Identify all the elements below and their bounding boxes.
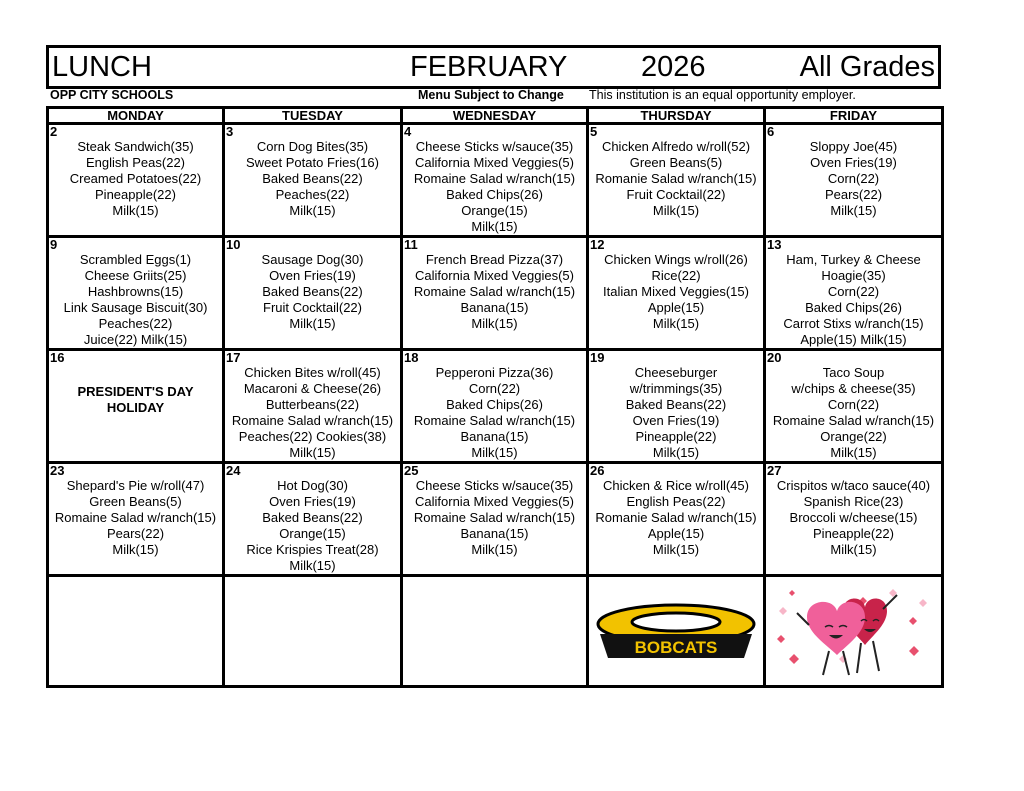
day-number: 6 [767, 124, 775, 139]
menu-item: Taco Soup [822, 365, 885, 380]
logo-cell [588, 576, 765, 687]
week-row [48, 350, 943, 463]
day-number: 24 [226, 463, 241, 478]
menu-item: Baked Beans(22) [262, 171, 363, 186]
menu-item: Romaine Salad w/ranch(15) [772, 413, 935, 428]
valentine-cell [765, 576, 943, 687]
menu-item: Chicken Alfredo w/roll(52) [601, 139, 751, 154]
week-row [48, 124, 943, 237]
day-cell [224, 463, 402, 576]
menu-item: Butterbeans(22) [265, 397, 360, 412]
menu-item: French Bread Pizza(37) [425, 252, 564, 267]
empty-cell [224, 576, 402, 687]
grades-title: All Grades [799, 51, 935, 83]
menu-item: Chicken Bites w/roll(45) [244, 365, 381, 380]
menu-item: California Mixed Veggies(5) [415, 155, 574, 170]
day-cell [402, 237, 588, 350]
menu-item: Cheese Sticks w/sauce(35) [415, 139, 574, 154]
menu-item: Orange(22) [820, 429, 887, 444]
menu-item: Cheeseburger [634, 365, 718, 380]
year-title: 2026 [641, 51, 706, 83]
day-cell [588, 350, 765, 463]
menu-item: California Mixed Veggies(5) [415, 494, 574, 509]
menu-item: Fruit Cocktail(22) [263, 300, 362, 315]
day-cell [48, 350, 224, 463]
menu-item: Sausage Dog(30) [261, 252, 364, 267]
week-row-blank [48, 576, 943, 687]
menu-item: Rice Krispies Treat(28) [246, 542, 379, 557]
menu-item: Corn(22) [827, 171, 880, 186]
day-cell [402, 350, 588, 463]
month-title: FEBRUARY [410, 51, 568, 83]
menu-item: Broccoli w/cheese(15) [789, 510, 918, 525]
weekday-thursday: THURSDAY [588, 108, 765, 124]
bobcats-logo-icon [594, 600, 759, 662]
menu-item: English Peas(22) [626, 494, 726, 509]
day-number: 13 [767, 237, 782, 252]
menu-item: Pears(22) [106, 526, 165, 541]
menu-item: Oven Fries(19) [269, 268, 356, 283]
menu-item: Banana(15) [460, 429, 529, 444]
day-cell [765, 237, 943, 350]
menu-item: Ham, Turkey & Cheese [786, 252, 921, 267]
day-number: 25 [404, 463, 419, 478]
menu-disclaimer: Menu Subject to Change [418, 88, 564, 102]
day-number: 18 [404, 350, 419, 365]
menu-item: Hashbrowns(15) [87, 284, 184, 299]
day-cell [765, 124, 943, 237]
day-cell [48, 463, 224, 576]
menu-item: Juice(22) Milk(15) [83, 332, 188, 347]
menu-item: Milk(15) [830, 542, 877, 557]
menu-item: Milk(15) [830, 445, 877, 460]
meal-title: LUNCH [52, 51, 152, 83]
menu-item: Milk(15) [112, 203, 159, 218]
week-row [48, 237, 943, 350]
day-cell [224, 124, 402, 237]
menu-items [403, 238, 586, 332]
menu-item: Apple(15) [647, 526, 705, 541]
menu-item: w/trimmings(35) [629, 381, 723, 396]
menu-items [225, 351, 400, 461]
menu-item: Romaine Salad w/ranch(15) [413, 510, 576, 525]
weekday-friday: FRIDAY [765, 108, 943, 124]
menu-item: Pineapple(22) [95, 187, 176, 202]
menu-item: Milk(15) [471, 316, 518, 331]
smiling-hearts-icon [769, 581, 939, 681]
menu-items [225, 125, 400, 219]
menu-items [766, 464, 941, 558]
menu-items [49, 125, 222, 219]
menu-item: w/chips & cheese(35) [791, 381, 916, 396]
menu-item: Cheese Sticks w/sauce(35) [415, 478, 574, 493]
menu-item: Macaroni & Cheese(26) [243, 381, 382, 396]
menu-item: Rice(22) [651, 268, 701, 283]
menu-items [589, 351, 763, 461]
menu-item: Corn(22) [468, 381, 521, 396]
menu-item: Romaine Salad w/ranch(15) [413, 413, 576, 428]
menu-item: Oven Fries(19) [632, 413, 720, 428]
svg-text:BOBCATS: BOBCATS [634, 638, 717, 657]
menu-items [49, 464, 222, 558]
menu-item: Milk(15) [652, 542, 700, 557]
menu-item: Steak Sandwich(35) [77, 139, 194, 154]
menu-item: Green Beans(5) [629, 155, 723, 170]
day-cell [224, 237, 402, 350]
day-number: 9 [50, 237, 58, 252]
menu-item: Hoagie(35) [821, 268, 886, 283]
menu-item: Sweet Potato Fries(16) [246, 155, 379, 170]
menu-item: Spanish Rice(23) [803, 494, 904, 509]
menu-item: Baked Chips(26) [805, 300, 902, 315]
menu-items [589, 238, 763, 332]
day-number: 26 [590, 463, 605, 478]
menu-item: Baked Beans(22) [262, 510, 363, 525]
day-number: 17 [226, 350, 241, 365]
day-number: 23 [50, 463, 65, 478]
menu-item: Corn(22) [827, 284, 880, 299]
menu-item: Corn Dog Bites(35) [256, 139, 369, 154]
menu-item: Chicken Wings w/roll(26) [604, 252, 748, 267]
day-number: 19 [590, 350, 605, 365]
menu-item: Milk(15) [471, 445, 518, 460]
menu-items [225, 464, 400, 574]
menu-item: Baked Beans(22) [625, 397, 727, 412]
menu-item: Milk(15) [289, 445, 336, 460]
menu-item: Pineapple(22) [635, 429, 717, 444]
menu-item: Milk(15) [652, 203, 700, 218]
day-number: 20 [767, 350, 782, 365]
menu-items [589, 125, 763, 219]
menu-item: Milk(15) [289, 316, 336, 331]
menu-item: Romaine Salad w/ranch(15) [231, 413, 394, 428]
weekday-wednesday: WEDNESDAY [402, 108, 588, 124]
menu-item: Milk(15) [289, 203, 336, 218]
menu-item: Apple(15) Milk(15) [800, 332, 907, 347]
day-number: 10 [226, 237, 241, 252]
menu-items [403, 125, 586, 235]
day-number: 5 [590, 124, 598, 139]
menu-item: Milk(15) [112, 542, 159, 557]
menu-item: Crispitos w/taco sauce(40) [776, 478, 931, 493]
equal-opportunity-note: This institution is an equal opportunity employer. [589, 88, 856, 102]
menu-item: Baked Chips(26) [446, 397, 543, 412]
day-number: 27 [767, 463, 782, 478]
menu-item: Link Sausage Biscuit(30) [63, 300, 208, 315]
menu-item: Apple(15) [647, 300, 705, 315]
menu-item: Carrot Stixs w/ranch(15) [783, 316, 924, 331]
empty-cell [402, 576, 588, 687]
menu-item: California Mixed Veggies(5) [415, 268, 574, 283]
menu-item: Green Beans(5) [89, 494, 182, 509]
menu-item: Milk(15) [830, 203, 877, 218]
day-cell [402, 463, 588, 576]
menu-item: Chicken & Rice w/roll(45) [603, 478, 749, 493]
day-number: 11 [404, 237, 418, 252]
day-cell [588, 124, 765, 237]
day-cell [48, 124, 224, 237]
menu-item: Baked Beans(22) [262, 284, 363, 299]
day-cell [402, 124, 588, 237]
weekday-tuesday: TUESDAY [224, 108, 402, 124]
menu-item: Banana(15) [460, 300, 529, 315]
menu-item: Peaches(22) Cookies(38) [238, 429, 387, 444]
menu-item: English Peas(22) [86, 155, 185, 170]
day-cell [48, 237, 224, 350]
menu-item: Orange(15) [461, 203, 528, 218]
menu-item: Romanie Salad w/ranch(15) [595, 510, 757, 525]
menu-item: Hot Dog(30) [277, 478, 348, 493]
day-number: 3 [226, 124, 234, 139]
menu-item: Milk(15) [471, 542, 518, 557]
menu-item: Cheese Griits(25) [84, 268, 187, 283]
menu-item: Pears(22) [824, 187, 883, 202]
weekday-header-row [48, 108, 943, 124]
menu-item: Baked Chips(26) [446, 187, 543, 202]
empty-cell [48, 576, 224, 687]
week-row [48, 463, 943, 576]
day-number: 12 [590, 237, 605, 252]
menu-items [766, 238, 941, 348]
menu-item: Romanie Salad w/ranch(15) [595, 171, 757, 186]
menu-item: Scrambled Eggs(1) [79, 252, 192, 267]
menu-items [225, 238, 400, 332]
menu-item: Romaine Salad w/ranch(15) [413, 171, 576, 186]
district-name: OPP CITY SCHOOLS [50, 88, 174, 102]
menu-item: Milk(15) [289, 558, 336, 573]
menu-item: Italian Mixed Veggies(15) [603, 284, 749, 299]
menu-items [766, 351, 941, 461]
menu-items [766, 125, 941, 219]
menu-item: Corn(22) [827, 397, 880, 412]
day-cell [765, 350, 943, 463]
menu-items [403, 351, 586, 461]
day-number: 16 [50, 350, 65, 365]
day-number: 2 [50, 124, 58, 139]
menu-item: Orange(15) [279, 526, 346, 541]
day-cell [765, 463, 943, 576]
menu-items [49, 238, 222, 348]
weekday-monday: MONDAY [48, 108, 224, 124]
menu-items [589, 464, 763, 558]
menu-item: Milk(15) [652, 445, 700, 460]
holiday-label [49, 351, 222, 416]
menu-item: Milk(15) [652, 316, 700, 331]
menu-item: Creamed Potatoes(22) [69, 171, 202, 186]
menu-item: Pineapple(22) [813, 526, 894, 541]
menu-item: Oven Fries(19) [269, 494, 356, 509]
day-number: 4 [404, 124, 412, 139]
day-cell [588, 463, 765, 576]
menu-items [403, 464, 586, 558]
holiday-line: HOLIDAY [106, 400, 165, 415]
menu-item: Banana(15) [460, 526, 529, 541]
menu-item: Fruit Cocktail(22) [626, 187, 726, 202]
menu-item: Peaches(22) [275, 187, 350, 202]
menu-calendar [46, 106, 944, 688]
day-cell [224, 350, 402, 463]
menu-item: Romaine Salad w/ranch(15) [54, 510, 217, 525]
menu-item: Sloppy Joe(45) [809, 139, 898, 154]
menu-item: Milk(15) [471, 219, 518, 234]
day-cell [588, 237, 765, 350]
menu-item: Peaches(22) [98, 316, 173, 331]
menu-item: Oven Fries(19) [810, 155, 897, 170]
menu-item: Shepard's Pie w/roll(47) [66, 478, 205, 493]
holiday-line: PRESIDENT'S DAY [77, 384, 194, 399]
menu-item: Romaine Salad w/ranch(15) [413, 284, 576, 299]
menu-item: Pepperoni Pizza(36) [435, 365, 554, 380]
title-banner [46, 45, 941, 89]
